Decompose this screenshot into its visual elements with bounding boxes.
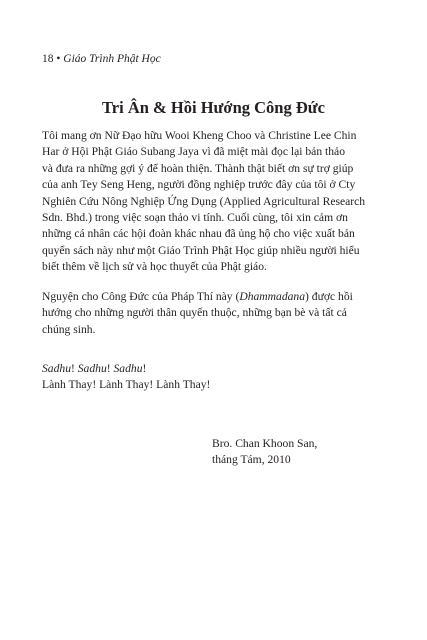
- signature-block: [212, 436, 317, 469]
- page-number: 18: [42, 53, 54, 65]
- paragraph-line: của anh Tey Seng Heng, người đồng nghiệp trước đây của tôi ở Cty: [42, 178, 356, 192]
- paragraph-line: biết thêm về lịch sử và học thuyết của Phật giáo.: [42, 260, 267, 274]
- paragraph-line: Har ở Hội Phật Giáo Subang Jaya vì đã miệt mài đọc lại bản thảo: [42, 145, 345, 159]
- sadhu-word: Sadhu: [113, 362, 143, 375]
- sadhu-word: Sadhu: [42, 362, 71, 375]
- paragraph-line: hướng cho những người thân quyến thuộc, những bạn bè và tất cả: [42, 306, 347, 320]
- running-head: [42, 52, 161, 66]
- paragraph-line: chúng sinh.: [42, 322, 96, 336]
- punctuation: !: [142, 362, 147, 375]
- author-name: Bro. Chan Khoon San,: [212, 437, 318, 450]
- acknowledgement-paragraph: [42, 128, 387, 276]
- closing-blessing: [42, 361, 387, 394]
- sadhu-word: Sadhu: [77, 362, 107, 375]
- signature-date: tháng Tám, 2010: [212, 453, 291, 467]
- bullet-separator: •: [56, 53, 61, 65]
- paragraph-line: [42, 289, 387, 305]
- punctuation: !: [106, 362, 114, 375]
- paragraph-line: quyển sách này như một Giáo Trình Phật Học giúp nhiều người hiểu: [42, 243, 360, 257]
- book-title: Giáo Trình Phật Học: [63, 53, 161, 65]
- sadhu-line: [42, 361, 387, 377]
- text-run: Nguyện cho Công Đức của Pháp Thí này (: [42, 290, 240, 303]
- blessing-line: Lành Thay! Lành Thay! Lành Thay!: [42, 378, 211, 392]
- dedication-paragraph: [42, 289, 387, 338]
- paragraph-line: những cá nhân các hội đoàn khác nhau đã ủng hộ cho việc xuất bản: [42, 227, 355, 241]
- paragraph-line: Nghiên Cứu Nông Nghiệp Ứng Dụng (Applied Agricultural Research: [42, 194, 366, 208]
- paragraph-line: và đưa ra những gợi ý để hoàn thiện. Thành thật biết ơn sự trợ giúp: [42, 161, 354, 175]
- text-run: ) được hồi: [305, 290, 353, 303]
- paragraph-line: Sdn. Bhd.) trong việc soạn thảo vi tính. Cuối cùng, tôi xin cảm ơn: [42, 211, 348, 225]
- dhammadana-term: Dhammadana: [239, 290, 306, 303]
- punctuation: !: [70, 362, 78, 375]
- page-heading: Tri Ân & Hồi Hướng Công Đức: [102, 98, 325, 117]
- paragraph-line: Tôi mang ơn Nữ Đạo hữu Wooi Kheng Choo và Christine Lee Chin: [42, 129, 357, 142]
